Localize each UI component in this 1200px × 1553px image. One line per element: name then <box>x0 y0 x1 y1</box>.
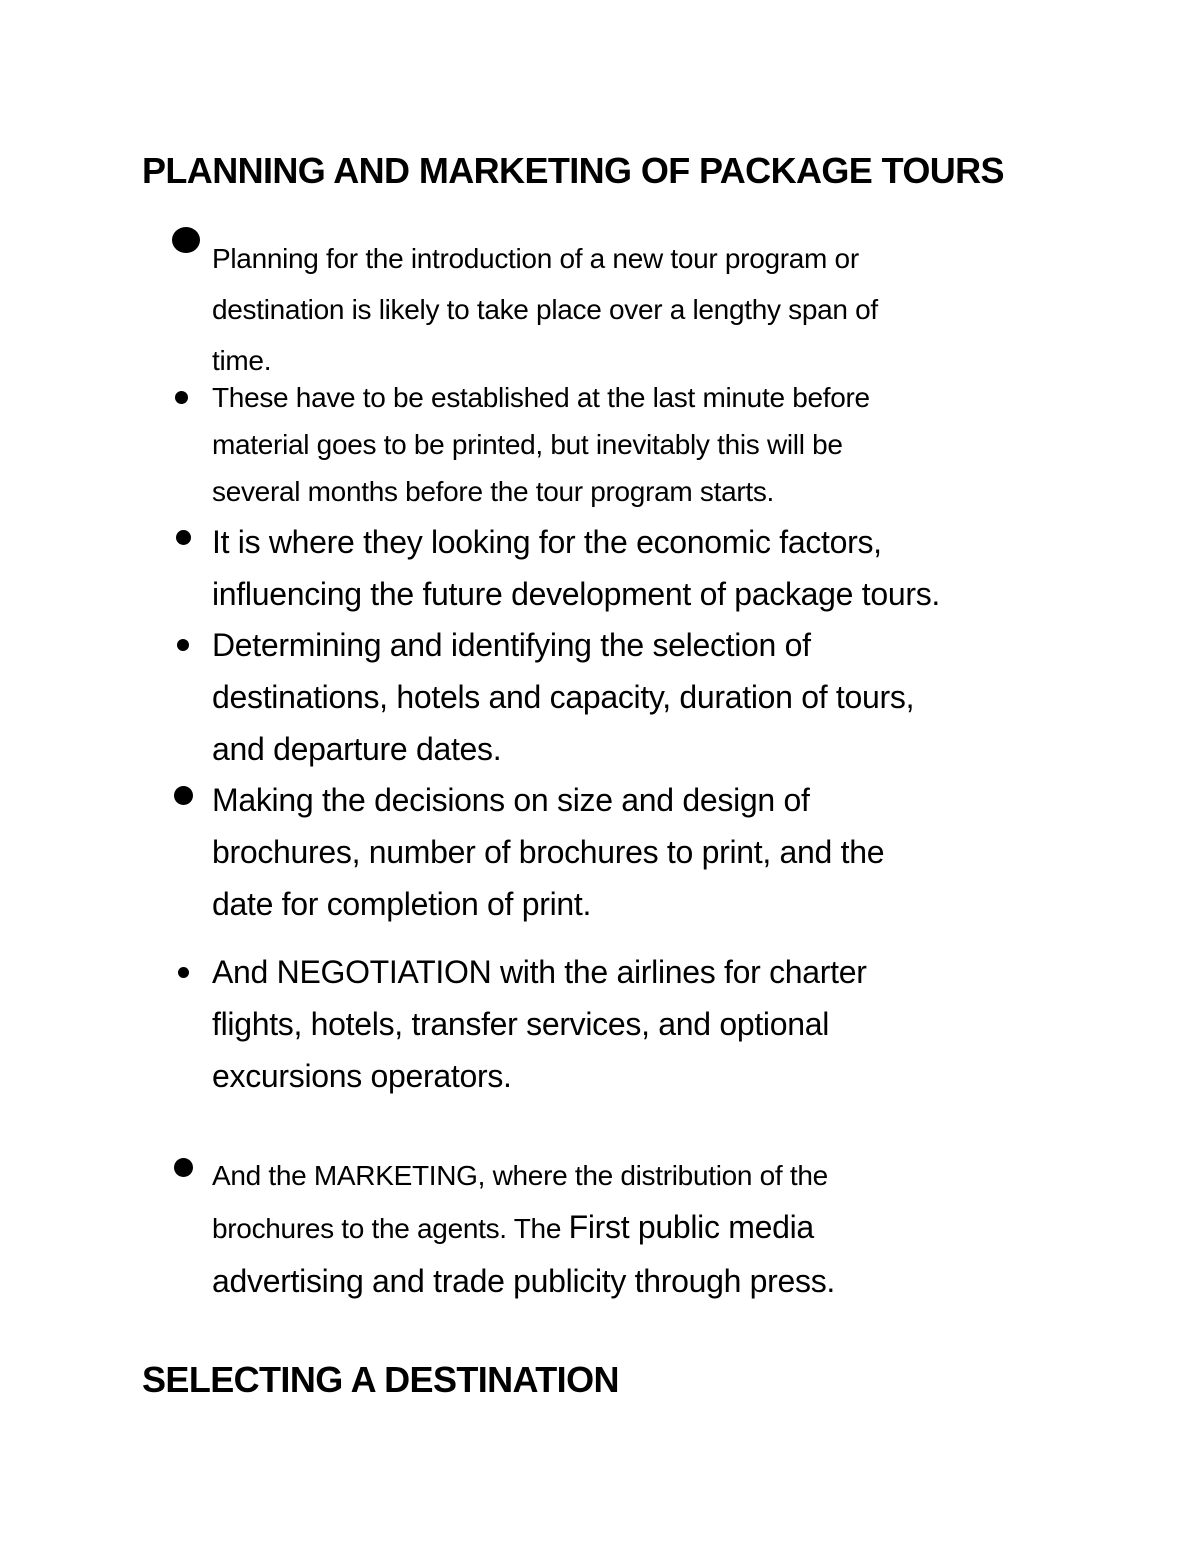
list-item-text-line <box>212 1201 1112 1255</box>
list-item-text: It is where they looking for the economic factors, influencing the future development of package tours. <box>212 524 940 612</box>
list-item-text: These have to be established at the last minute before material goes to be printed, but inevitably this will be several months before the tour program starts. <box>212 382 870 507</box>
section-heading: SELECTING A DESTINATION <box>142 1359 619 1400</box>
list-item-text: advertising and trade publicity through press. <box>212 1263 836 1299</box>
list-item-text: Making the decisions on size and design of brochures, number of brochures to print, and the date for completion of print. <box>212 782 885 922</box>
list-item <box>212 1151 1112 1307</box>
list-item <box>212 516 1112 620</box>
page-title: PLANNING AND MARKETING OF PACKAGE TOURS <box>142 150 1004 191</box>
bullet-dot-icon <box>176 530 191 545</box>
list-item-text: And NEGOTIATION with the airlines for charter flights, hotels, transfer services, and optional excursions operators. <box>212 954 867 1094</box>
bullet-dot-icon <box>174 786 193 805</box>
list-item-text: And the MARKETING, where the distribution of the <box>212 1160 828 1191</box>
list-item <box>212 619 1112 775</box>
list-item-text: Planning for the introduction of a new tour program or destination is likely to take place over a lengthy span of time. <box>212 243 878 376</box>
bullet-dot-icon <box>178 967 189 978</box>
list-item <box>212 233 1112 386</box>
bullet-dot-icon <box>177 639 189 651</box>
list-item-text: Determining and identifying the selection of destinations, hotels and capacity, duration of tours, and departure dates. <box>212 627 915 767</box>
bullet-dot-icon <box>172 227 200 253</box>
list-item-text: First public media <box>568 1209 814 1245</box>
bullet-dot-icon <box>175 391 188 404</box>
list-item <box>212 774 1112 930</box>
list-item <box>212 946 1112 1102</box>
bullet-dot-icon <box>174 1158 193 1177</box>
list-item-text: brochures to the agents. The <box>212 1213 569 1244</box>
list-item <box>212 374 1112 515</box>
